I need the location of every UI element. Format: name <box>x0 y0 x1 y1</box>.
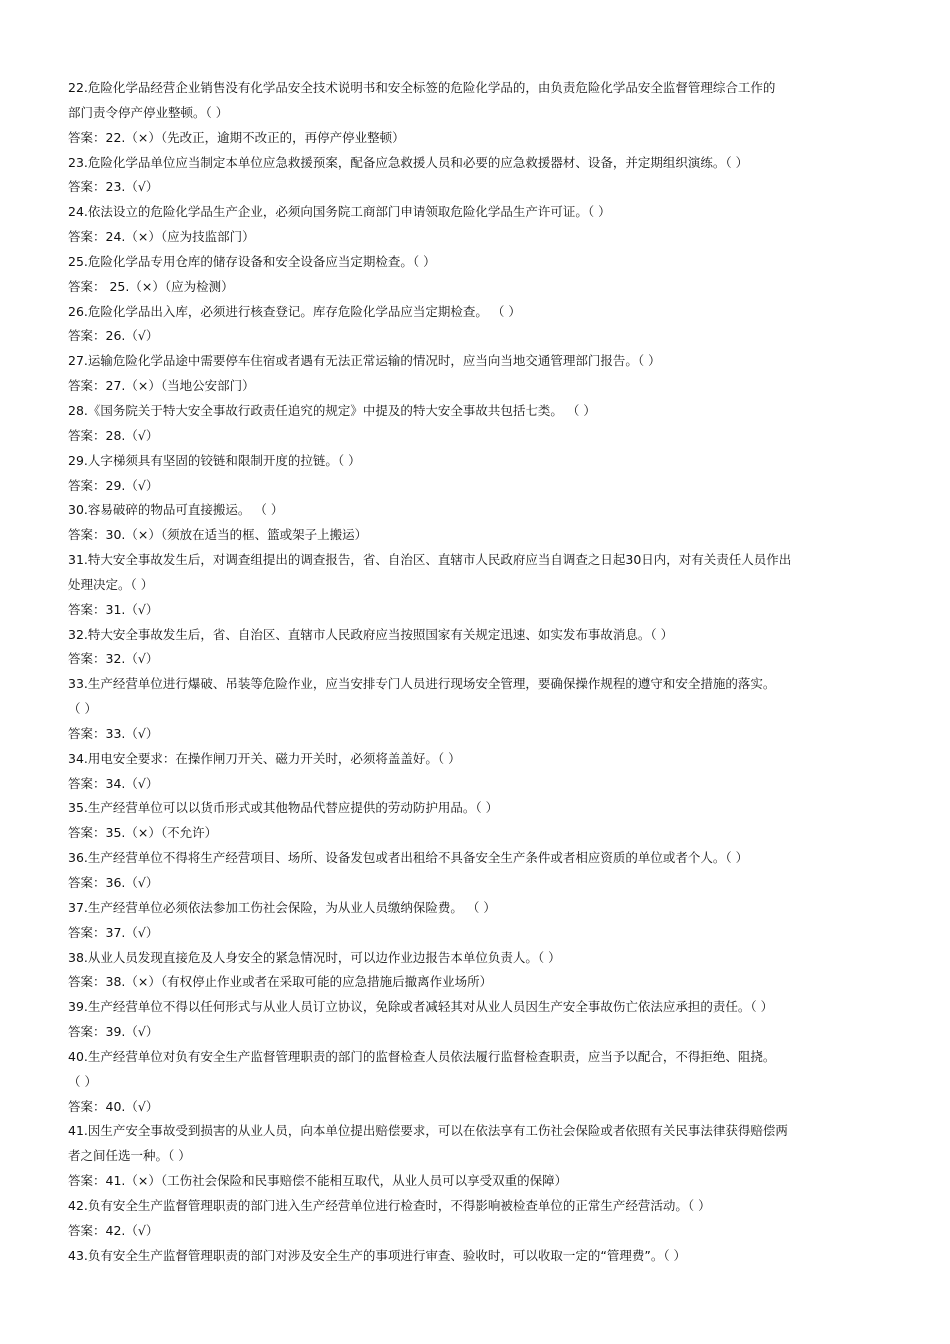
answer-line: 答案：29.（√） <box>68 477 159 493</box>
question-line: 34.用电安全要求：在操作闸刀开关、磁力开关时，必须将盖盖好。（ ） <box>68 750 461 766</box>
answer-line: 答案：36.（√） <box>68 875 159 890</box>
answer-line: 答案：23.（√） <box>68 179 159 195</box>
question-line: 41.因生产安全事故受到损害的从业人员，向本单位提出赔偿要求，可以在依法享有工伤社会保险或者依照有关民事法律获得赔偿两 <box>68 1123 788 1139</box>
question-line: 27.运输危险化学品途中需要停车住宿或者遇有无法正常运输的情况时，应当向当地交通管理部门报告。（ ） <box>68 353 661 369</box>
question-line: 28.《国务院关于特大安全事故行政责任追究的规定》中提及的特大安全事故共包括七类。 （ ） <box>68 402 596 418</box>
question-line: 42.负有安全生产监督管理职责的部门进入生产经营单位进行检查时，不得影响被检查单位的正常生产经营活动。（ ） <box>68 1197 711 1213</box>
question-line: 23.危险化学品单位应当制定本单位应急救援预案，配备应急救援人员和必要的应急救援器材、设备，并定期组织演练。（ ） <box>68 154 749 170</box>
question-line: 33.生产经营单位进行爆破、吊装等危险作业，应当安排专门人员进行现场安全管理，要确保操作规程的遵守和安全措施的落实。 <box>68 676 776 692</box>
answer-line: 答案：30.（×）（须放在适当的框、篮或架子上搬运） <box>68 527 368 543</box>
question-line: 43.负有安全生产监督管理职责的部门对涉及安全生产的事项进行审查、验收时，可以收取一定的“管理费”。（ ） <box>68 1247 687 1263</box>
answer-line: 答案：26.（√） <box>68 328 159 344</box>
answer-line: 答案：33.（√） <box>68 725 159 741</box>
question-line: 32.特大安全事故发生后，省、自治区、直辖市人民政府应当按照国家有关规定迅速、如实发布事故消息。（ ） <box>68 626 674 642</box>
question-line: 25.危险化学品专用仓库的储存设备和安全设备应当定期检查。（ ） <box>68 253 436 269</box>
question-line: 部门责令停产停业整顿。（ ） <box>68 104 229 120</box>
question-line: 36.生产经营单位不得将生产经营项目、场所、设备发包或者出租给不具备安全生产条件或者相应资质的单位或者个人。（ ） <box>68 850 749 866</box>
answer-line: 答案：40.（√） <box>68 1098 159 1114</box>
question-line: 者之间任选一种。（ ） <box>68 1148 191 1164</box>
answer-line: 答案：35.（×）（不允许） <box>68 825 218 841</box>
question-line: 31.特大安全事故发生后，对调查组提出的调查报告，省、自治区、直辖市人民政府应当自调查之日起30日内，对有关责任人员作出 <box>68 552 792 568</box>
answer-line: 答案：24.（×）（应为技监部门） <box>68 229 255 245</box>
question-line: 26.危险化学品出入库，必须进行核查登记。库存危险化学品应当定期检查。 （ ） <box>68 303 521 319</box>
question-line: 处理决定。（ ） <box>68 576 154 592</box>
answer-line: 答案：39.（√） <box>68 1024 159 1040</box>
question-line: 39.生产经营单位不得以任何形式与从业人员订立协议，免除或者减轻其对从业人员因生产安全事故伤亡依法应承担的责任。（ ） <box>68 999 774 1015</box>
answer-line: 答案：31.（√） <box>68 601 159 617</box>
answer-line: 答案：32.（√） <box>68 651 159 667</box>
question-line: 24.依法设立的危险化学品生产企业，必须向国务院工商部门申请领取危险化学品生产许可证。（ ） <box>68 204 611 220</box>
question-line: 22.危险化学品经营企业销售没有化学品安全技术说明书和安全标签的危险化学品的，由负责危险化学品安全监督管理综合工作的 <box>68 80 776 95</box>
answer-line: 答案：38.（×）（有权停止作业或者在采取可能的应急措施后撤离作业场所） <box>68 974 493 990</box>
question-line: 40.生产经营单位对负有安全生产监督管理职责的部门的监督检查人员依法履行监督检查职责，应当予以配合，不得拒绝、阻挠。 <box>68 1048 776 1064</box>
answer-line: 答案：22.（×）（先改正，逾期不改正的，再停产停业整顿） <box>68 129 405 145</box>
question-line: 37.生产经营单位必须依法参加工伤社会保险，为从业人员缴纳保险费。 （ ） <box>68 899 496 915</box>
answer-line: 答案：34.（√） <box>68 775 159 791</box>
answer-line: 答案：28.（√） <box>68 427 159 443</box>
question-line: 38.从业人员发现直接危及人身安全的紧急情况时，可以边作业边报告本单位负责人。（ ） <box>68 949 561 965</box>
question-line: 29.人字梯须具有坚固的铰链和限制开度的拉链。（ ） <box>68 452 361 468</box>
question-line: （ ） <box>68 1073 97 1089</box>
answer-line: 答案： 25.（×）（应为检测） <box>68 278 234 294</box>
question-line: 30.容易破碎的物品可直接搬运。 （ ） <box>68 502 284 518</box>
question-line: （ ） <box>68 701 97 717</box>
question-line: 35.生产经营单位可以以货币形式或其他物品代替应提供的劳动防护用品。（ ） <box>68 800 499 816</box>
answer-line: 答案：42.（√） <box>68 1222 159 1238</box>
answer-line: 答案：37.（√） <box>68 924 159 940</box>
document-body <box>68 76 888 1269</box>
answer-line: 答案：41.（×）（工伤社会保险和民事赔偿不能相互取代，从业人员可以享受双重的保障） <box>68 1173 568 1189</box>
answer-line: 答案：27.（×）（当地公安部门） <box>68 378 255 394</box>
